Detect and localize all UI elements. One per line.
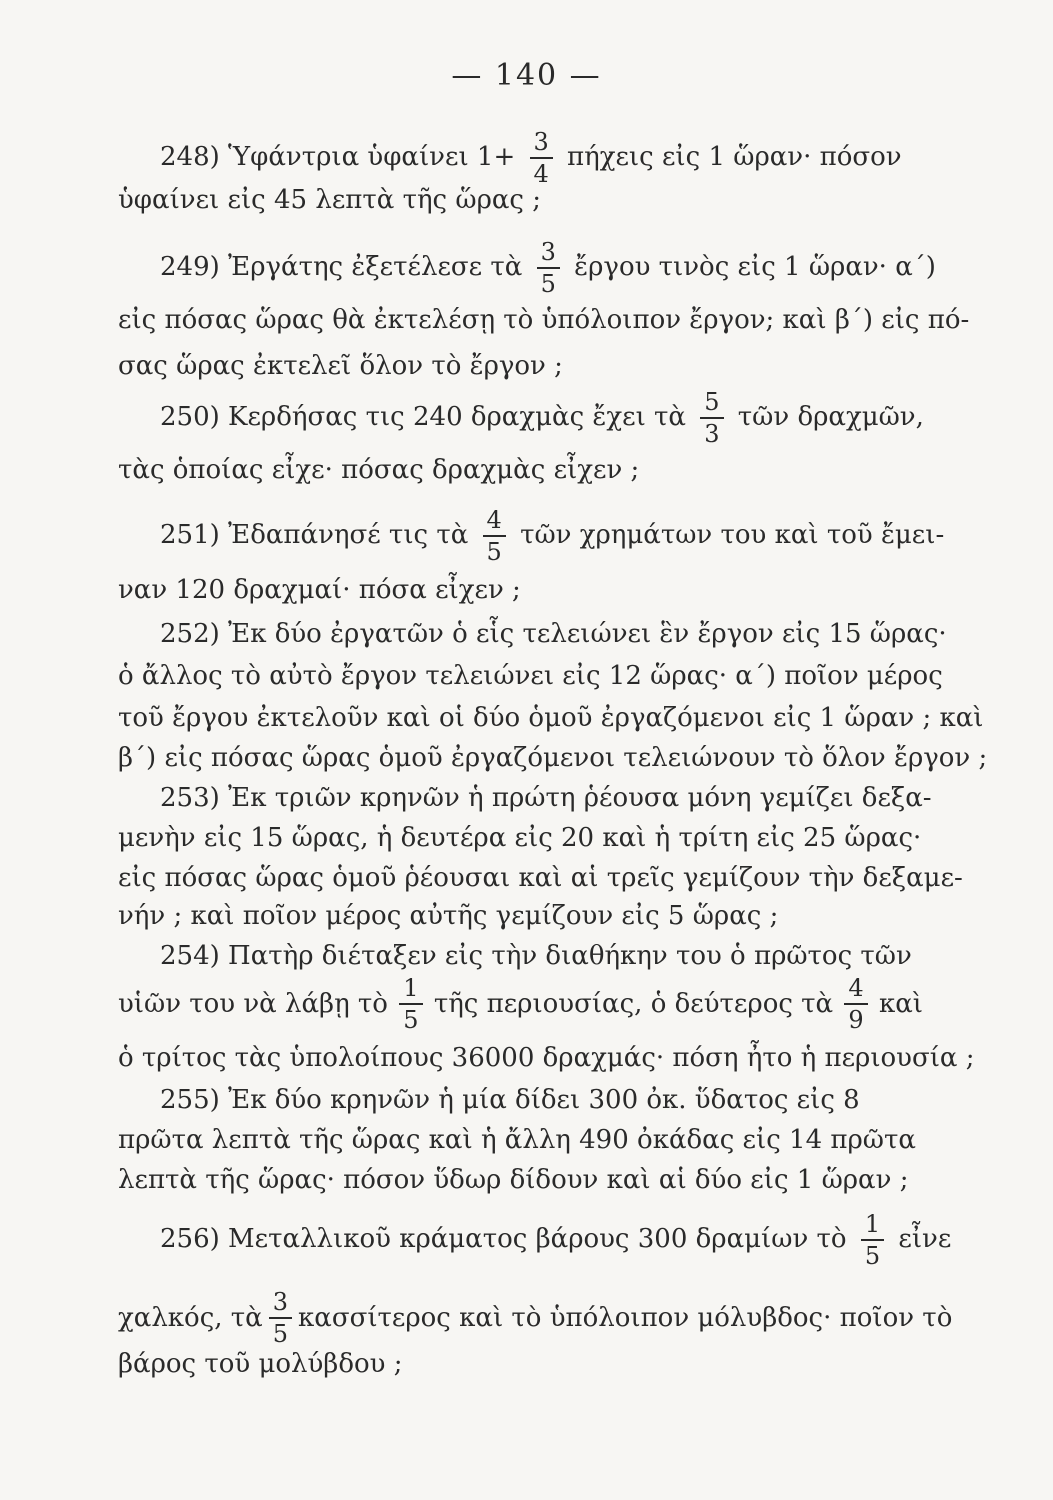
- problem-254-text-b: τῆς περιουσίας, ὁ δεύτερος τὰ: [433, 989, 834, 1019]
- fraction-numerator: 3: [540, 238, 556, 266]
- fraction-denominator: 3: [700, 417, 723, 446]
- problem-250-line-2: τὰς ὁποίας εἶχε· πόσας δραχμὰς εἶχεν ;: [118, 455, 640, 485]
- problem-249-text-b: ἔργου τινὸς εἰς 1 ὥραν· α΄): [574, 252, 936, 282]
- problem-249-line-2: εἰς πόσας ὥρας θὰ ἐκτελέσῃ τὸ ὑπόλοιπον ἔργον; καὶ β΄) εἰς πό-: [118, 305, 970, 335]
- problem-254-line-2: [118, 976, 923, 1032]
- problem-254-line-3: ὁ τρίτος τὰς ὑπολοίπους 36000 δραχμάς· πόση ἦτο ἡ περιουσία ;: [118, 1043, 975, 1073]
- fraction-numerator: 3: [533, 128, 549, 156]
- problem-250-line-1: [160, 390, 923, 446]
- page-number: — 140 —: [451, 58, 602, 93]
- problem-255-line-2: πρῶτα λεπτὰ τῆς ὥρας καὶ ἡ ἄλλη 490 ὀκάδας εἰς 14 πρῶτα: [118, 1125, 916, 1155]
- fraction-numerator: 1: [864, 1210, 881, 1238]
- problem-254-fraction-2: [844, 976, 867, 1032]
- problem-256-fraction-2: [269, 1290, 292, 1346]
- problem-250-text-b: τῶν δραχμῶν,: [737, 402, 924, 432]
- problem-254-text-a: υἱῶν του νὰ λάβῃ τὸ: [118, 989, 388, 1019]
- fraction-numerator: 4: [848, 974, 864, 1002]
- problem-253-line-4: νήν ; καὶ ποῖον μέρος αὐτῆς γεμίζουν εἰς 5 ὥρας ;: [118, 901, 779, 931]
- problem-249-fraction: [537, 240, 560, 296]
- problem-249-line-3: σας ὥρας ἐκτελεῖ ὅλον τὸ ἔργον ;: [118, 351, 563, 381]
- fraction-numerator: 5: [704, 388, 720, 416]
- problem-253-line-2: μενὴν εἰς 15 ὥρας, ἡ δευτέρα εἰς 20 καὶ ἡ τρίτη εἰς 25 ὥρας·: [118, 823, 922, 853]
- problem-256-line-1: [160, 1210, 952, 1270]
- problem-251-text-b: τῶν χρημάτων του καὶ τοῦ ἔμει-: [520, 520, 945, 550]
- problem-248-line-2: ὑφαίνει εἰς 45 λεπτὰ τῆς ὥρας ;: [118, 185, 541, 215]
- problem-248-line-1: [160, 130, 923, 186]
- problem-255-line-3: λεπτὰ τῆς ὥρας· πόσον ὕδωρ δίδουν καὶ αἱ δύο εἰς 1 ὥραν ;: [118, 1165, 909, 1195]
- problem-251-fraction: [483, 508, 506, 564]
- problem-256-text-c: χαλκός, τὰ: [118, 1303, 263, 1333]
- problem-256-line-2: [118, 1288, 953, 1348]
- problem-252-line-3: τοῦ ἔργου ἐκτελοῦν καὶ οἱ δύο ὁμοῦ ἐργαζόμενοι εἰς 1 ὥραν ; καὶ: [118, 703, 984, 733]
- problem-253-line-3: εἰς πόσας ὥρας ὁμοῦ ῥέουσαι καὶ αἱ τρεῖς γεμίζουν τὴν δεξαμε-: [118, 863, 963, 893]
- problem-249-line-1: [160, 238, 936, 298]
- problem-251-line-1: [160, 506, 945, 566]
- problem-248-text-a: 248) Ὑφάντρια ὑφαίνει 1+: [160, 142, 516, 172]
- problem-250-text-a: 250) Κερδήσας τις 240 δραχμὰς ἔχει τὰ: [160, 402, 686, 432]
- problem-255-line-1: 255) Ἐκ δύο κρηνῶν ἡ μία δίδει 300 ὀκ. ὕδατος εἰς 8: [160, 1085, 860, 1115]
- fraction-denominator: 9: [844, 1003, 867, 1032]
- fraction-numerator: 4: [486, 506, 502, 534]
- problem-250-fraction: [700, 390, 723, 446]
- problem-251-line-2: ναν 120 δραχμαί· πόσα εἶχεν ;: [118, 575, 521, 605]
- problem-248-fraction: [530, 130, 553, 186]
- problem-248-text-b: πήχεις εἰς 1 ὥραν· πόσον: [567, 142, 902, 172]
- problem-252-line-1: 252) Ἐκ δύο ἐργατῶν ὁ εἷς τελειώνει ἓν ἔργον εἰς 15 ὥρας·: [160, 619, 947, 649]
- fraction-denominator: 4: [530, 157, 553, 186]
- problem-256-text-a: 256) Μεταλλικοῦ κράματος βάρους 300 δραμίων τὸ: [160, 1224, 847, 1254]
- fraction-numerator: 3: [272, 1288, 289, 1316]
- problem-252-line-2: ὁ ἄλλος τὸ αὐτὸ ἔργον τελειώνει εἰς 12 ὥρας· α΄) ποῖον μέρος: [118, 661, 943, 691]
- problem-256-text-b: εἶνε: [898, 1224, 952, 1254]
- problem-256-fraction-1: [861, 1212, 884, 1268]
- fraction-denominator: 5: [269, 1317, 292, 1346]
- problem-256-line-3: βάρος τοῦ μολύβδου ;: [118, 1349, 403, 1379]
- fraction-denominator: 5: [399, 1003, 422, 1032]
- fraction-numerator: 1: [403, 974, 419, 1002]
- problem-249-text-a: 249) Ἐργάτης ἐξετέλεσε τὰ: [160, 252, 523, 282]
- problem-254-line-1: 254) Πατὴρ διέταξεν εἰς τὴν διαθήκην του ὁ πρῶτος τῶν: [160, 941, 912, 971]
- problem-256-text-d: κασσίτερος καὶ τὸ ὑπόλοιπον μόλυβδος· ποῖον τὸ: [298, 1303, 953, 1333]
- fraction-denominator: 5: [861, 1239, 884, 1268]
- problem-251-text-a: 251) Ἐδαπάνησέ τις τὰ: [160, 520, 469, 550]
- problem-254-fraction-1: [399, 976, 422, 1032]
- fraction-denominator: 5: [483, 535, 506, 564]
- fraction-denominator: 5: [537, 267, 560, 296]
- problem-254-text-c: καὶ: [878, 989, 923, 1019]
- problem-253-line-1: 253) Ἐκ τριῶν κρηνῶν ἡ πρώτη ῥέουσα μόνη γεμίζει δεξα-: [160, 783, 932, 813]
- problem-252-line-4: β΄) εἰς πόσας ὥρας ὁμοῦ ἐργαζόμενοι τελειώνουν τὸ ὅλον ἔργον ;: [118, 743, 988, 773]
